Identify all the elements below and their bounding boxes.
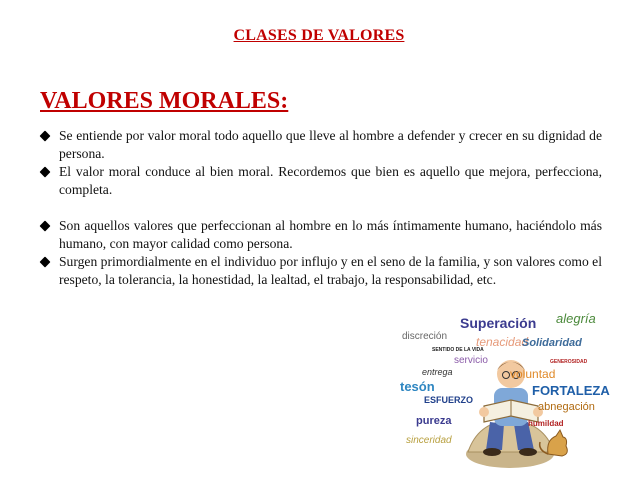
word-teson: tesón [400,379,435,394]
word-alegria: alegría [556,311,596,326]
word-esfuerzo: ESFUERZO [424,395,474,405]
word-tenacidad: tenacidad [476,335,529,349]
bullet-text: Se entiende por valor moral todo aquello que lleve al hombre a defender y crecer en su dignidad de persona. [59,128,602,161]
bullet-list [40,127,602,289]
diamond-bullet-icon [39,166,50,177]
bullet-item [40,127,602,163]
word-voluntad: voluntad [510,367,556,381]
slide-title: CLASES DE VALORES [233,27,405,44]
word-servicio: servicio [454,355,488,366]
word-sentido-de-la-vida: SENTIDO DE LA VIDA [432,347,484,353]
diamond-bullet-icon [39,256,50,267]
diamond-bullet-icon [39,220,50,231]
bullet-item [40,253,602,289]
word-pureza: pureza [416,415,452,427]
bullet-text: Surgen primordialmente en el individuo por influjo y en el seno de la familia, y son valores como el respeto, la tolerancia, la honestidad, la lealtad, el trabajo, la responsabilidad, etc. [59,254,602,287]
bullet-item [40,163,602,199]
bullet-text: Son aquellos valores que perfeccionan al hombre en lo más íntimamente humano, haciéndolo más humano, con mayor calidad como persona. [59,218,602,251]
word-fortaleza: FORTALEZA [532,383,610,398]
bullet-text: El valor moral conduce al bien moral. Recordemos que bien es aquello que mejora, perfecciona, completa. [59,164,602,197]
diamond-bullet-icon [39,130,50,141]
word-abnegacion: abnegación [538,401,595,413]
section-heading: VALORES MORALES: [40,88,289,114]
word-humildad: humildad [528,419,564,428]
word-sinceridad: sinceridad [406,435,452,446]
word-superacion: Superación [460,315,537,331]
bullet-item [40,217,602,253]
word-solidaridad: Solidaridad [522,337,582,349]
word-discrecion: discreción [402,331,448,342]
word-entrega: entrega [422,367,453,377]
values-word-cloud-illustration [398,304,610,470]
word-generosidad: GENEROSIDAD [550,359,588,365]
